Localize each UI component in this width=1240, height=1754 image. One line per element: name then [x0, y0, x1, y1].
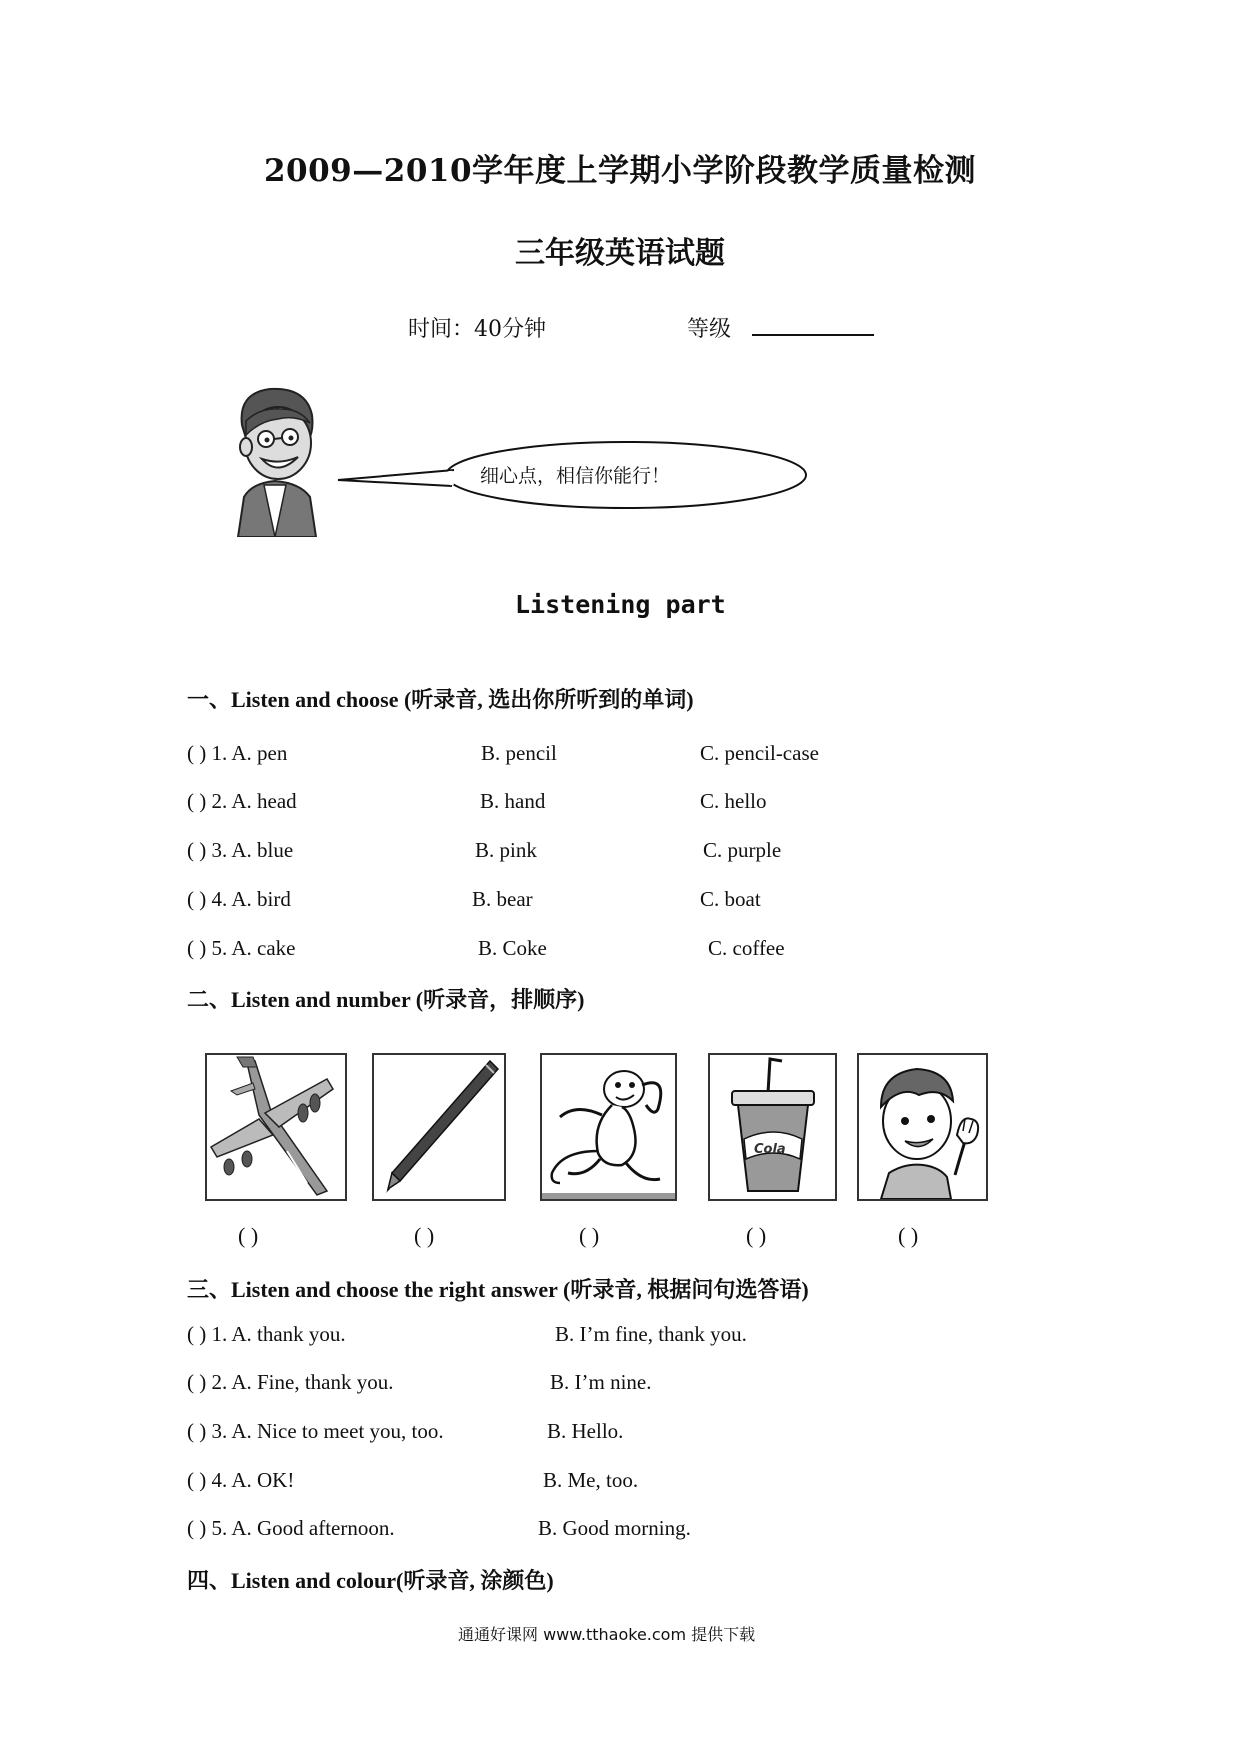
part-title: Listening part	[515, 590, 726, 619]
s3-q2-a: ( ) 2. A. Fine, thank you.	[187, 1370, 394, 1394]
s1-q4-b: B. bear	[472, 887, 533, 911]
page-title: 2009—2010学年度上学期小学阶段教学质量检测	[263, 153, 977, 189]
footer-text: 通通好课网 www.tthaoke.com 提供下载	[458, 1625, 756, 1644]
section4-title: 四、Listen and colour(听录音, 涂颜色)	[187, 1568, 554, 1593]
monkey-icon	[542, 1055, 675, 1199]
s1-q1-a: ( ) 1. A. pen	[187, 741, 288, 765]
pic2-answer[interactable]: ( )	[414, 1223, 435, 1248]
airplane-icon	[207, 1055, 345, 1199]
s3-q2-b: B. I’m nine.	[550, 1370, 652, 1394]
s3-q4-a: ( ) 4. A. OK!	[187, 1468, 295, 1492]
s1-q5-c: C. coffee	[708, 936, 785, 960]
grade-label: 等级	[687, 317, 732, 342]
section2-title: 二、Listen and number (听录音，排顺序)	[187, 987, 585, 1012]
s1-q4-a: ( ) 4. A. bird	[187, 887, 291, 911]
s3-q5-b: B. Good morning.	[538, 1516, 691, 1540]
s3-q3-b: B. Hello.	[547, 1419, 624, 1443]
s3-q3-a: ( ) 3. A. Nice to meet you, too.	[187, 1419, 444, 1443]
picture-airplane	[205, 1053, 347, 1201]
svg-text:Cola: Cola	[754, 1142, 786, 1157]
s3-q1-b: B. I’m fine, thank you.	[555, 1322, 747, 1346]
pic1-answer[interactable]: ( )	[238, 1223, 259, 1248]
section1-title: 一、Listen and choose (听录音, 选出你所听到的单词)	[187, 687, 694, 712]
s1-q1-b: B. pencil	[481, 741, 557, 765]
section3-title: 三、Listen and choose the right answer (听录音, 根据问句选答语)	[187, 1277, 809, 1302]
s1-q2-a: ( ) 2. A. head	[187, 789, 297, 813]
picture-boy	[857, 1053, 988, 1201]
pencil-icon	[374, 1055, 504, 1199]
s1-q1-c: C. pencil-case	[700, 741, 819, 765]
s1-q5-a: ( ) 5. A. cake	[187, 936, 296, 960]
s1-q3-c: C. purple	[703, 838, 782, 862]
picture-pencil	[372, 1053, 506, 1201]
speech-bubble	[336, 440, 810, 540]
teacher-cartoon-icon	[220, 385, 330, 537]
s1-q3-b: B. pink	[475, 838, 537, 862]
s1-q5-b: B. Coke	[478, 936, 547, 960]
pic5-answer[interactable]: ( )	[898, 1223, 919, 1248]
grade-blank[interactable]	[752, 334, 874, 336]
picture-cola	[708, 1053, 837, 1201]
bubble-text: 细心点，相信你能行！	[480, 465, 671, 487]
s3-q4-b: B. Me, too.	[543, 1468, 639, 1492]
s1-q2-c: C. hello	[700, 789, 767, 813]
s3-q1-a: ( ) 1. A. thank you.	[187, 1322, 346, 1346]
boy-waving-icon	[859, 1055, 986, 1199]
cola-cup-icon	[710, 1055, 835, 1199]
pic4-answer[interactable]: ( )	[746, 1223, 767, 1248]
page-subtitle: 三年级英语试题	[515, 236, 725, 271]
s1-q3-a: ( ) 3. A. blue	[187, 838, 294, 862]
s1-q2-b: B. hand	[480, 789, 546, 813]
s3-q5-a: ( ) 5. A. Good afternoon.	[187, 1516, 395, 1540]
pic3-answer[interactable]: ( )	[579, 1223, 600, 1248]
picture-monkey	[540, 1053, 677, 1201]
time-label: 时间：40分钟	[408, 317, 546, 342]
s1-q4-c: C. boat	[700, 887, 761, 911]
